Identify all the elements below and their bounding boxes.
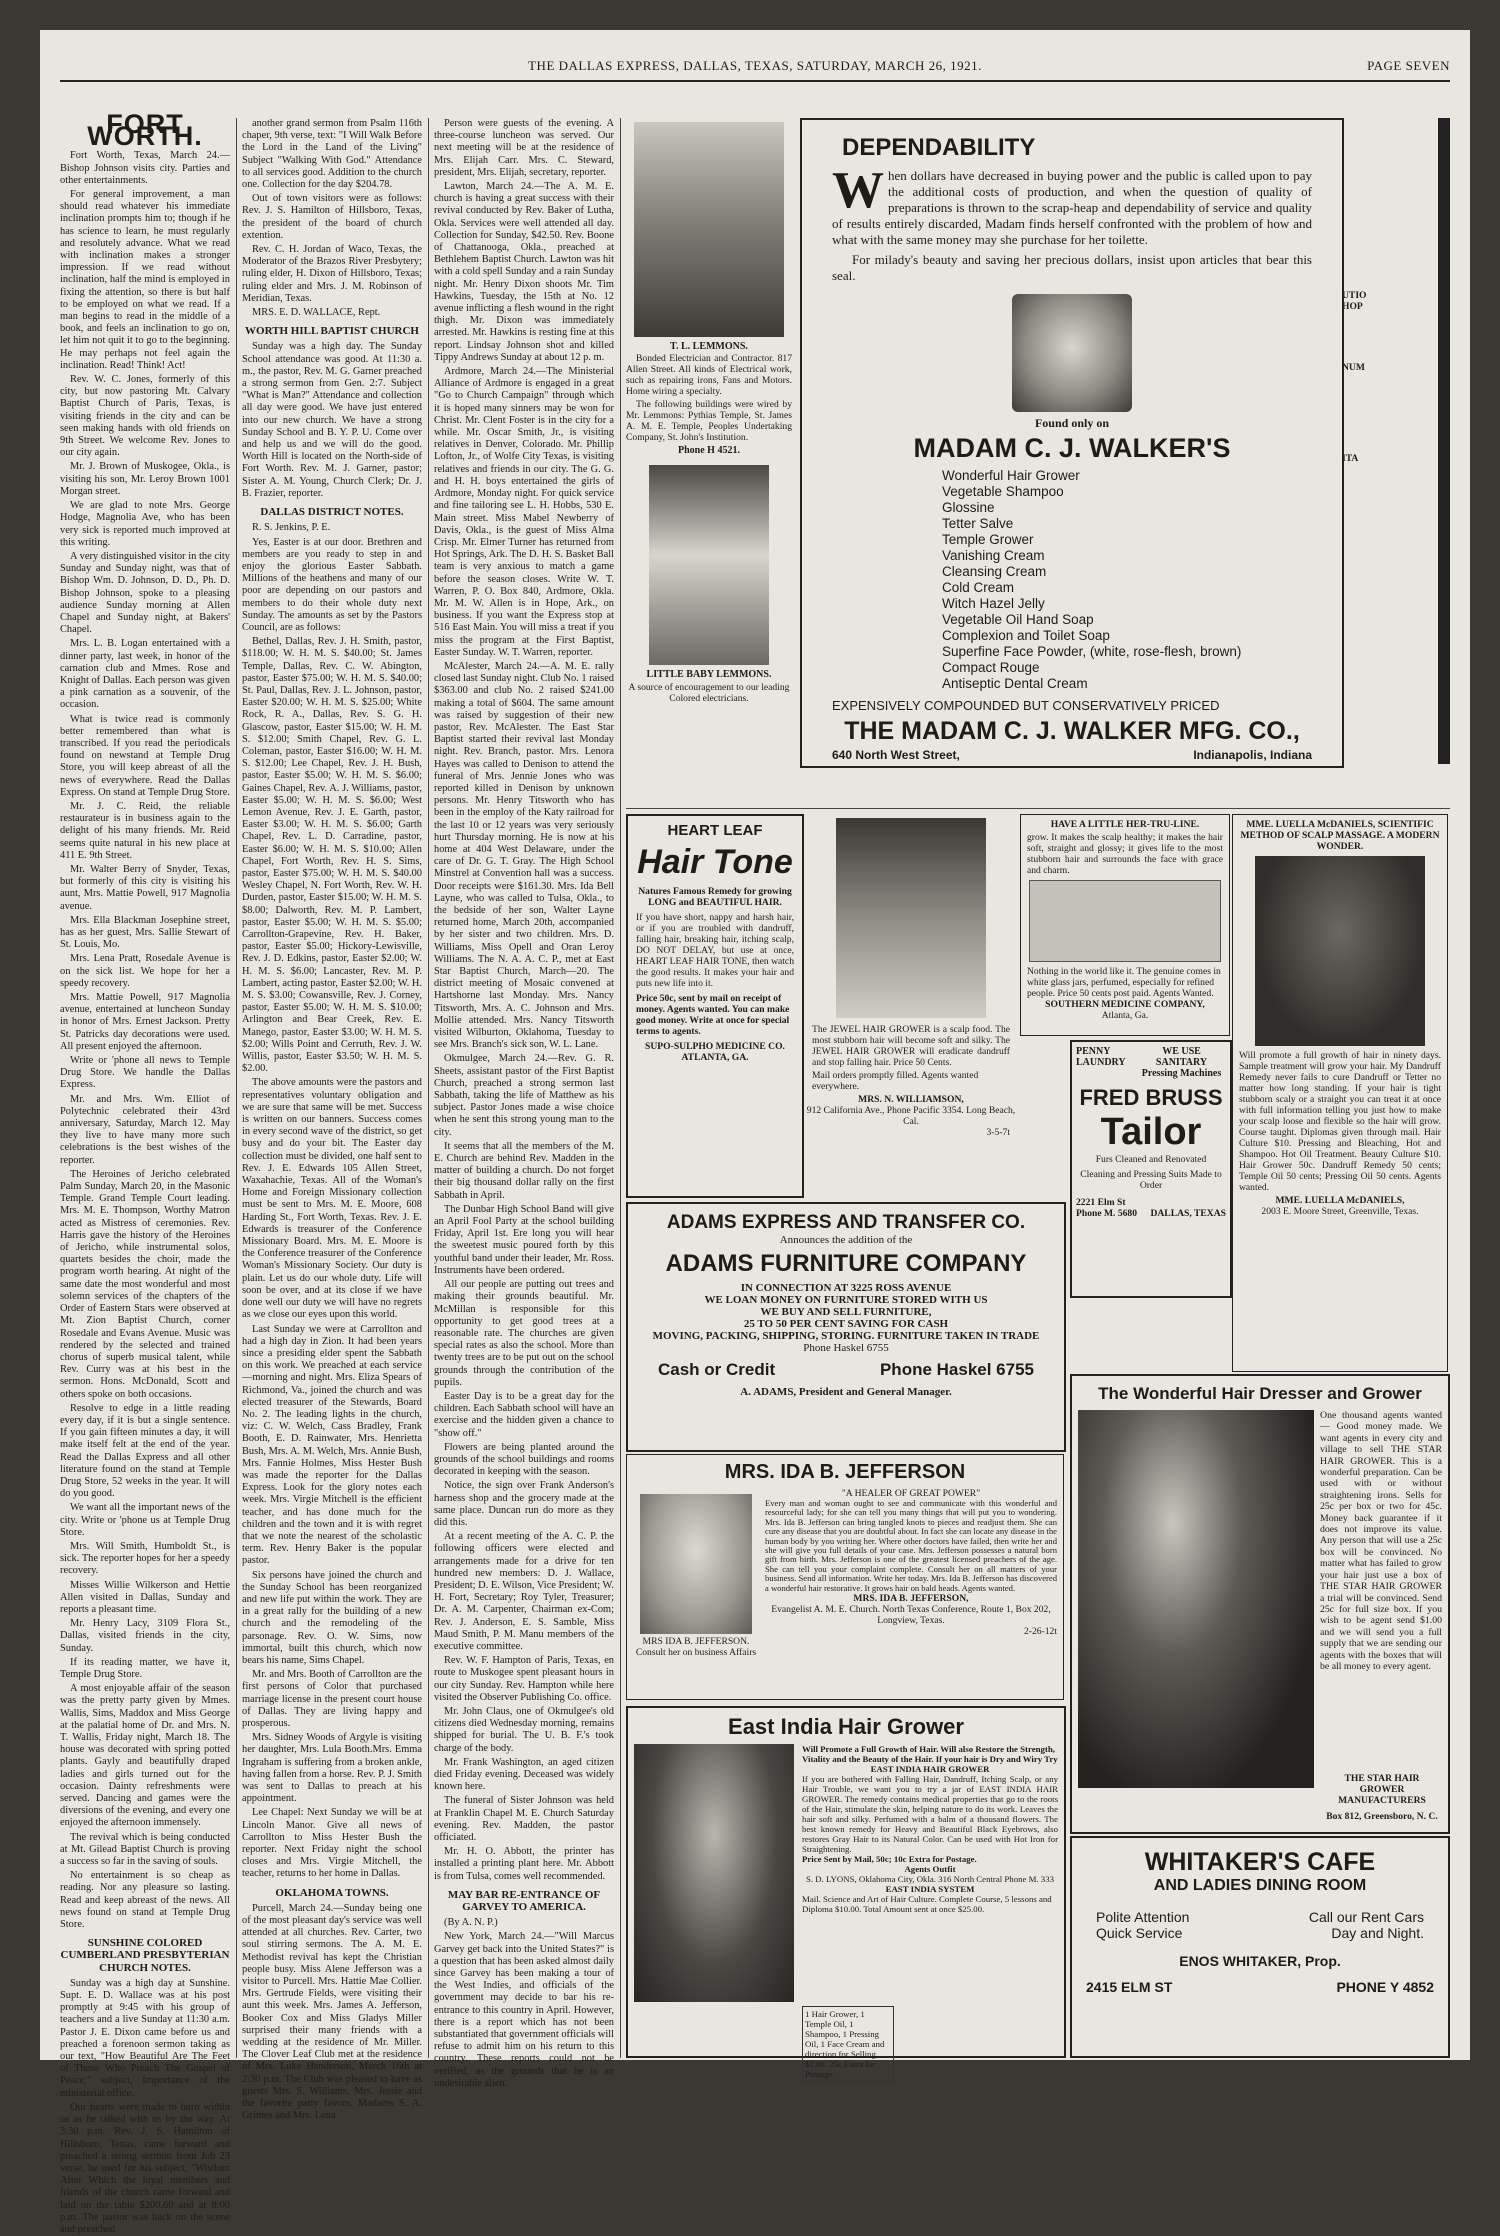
article-paragraph: Mr. H. O. Abbott, the printer has installed a printing plant here. Mr. Abbott is from Tulsa, comes well recommended. — [434, 1846, 614, 1882]
jewel-portrait — [836, 818, 986, 1018]
jewel-name: MRS. N. WILLIAMSON, — [858, 1094, 964, 1105]
article-paragraph: Mrs. Sidney Woods of Argyle is visiting her daughter, Mrs. Lula Booth.Mrs. Emma Ingraham is suffering from a broken ankle, having fallen from a horse. Rev. P. J. Smith was sent to Dallas to preach at his appointment. — [242, 1732, 422, 1805]
divider — [620, 118, 621, 2058]
mcdaniels-name: MME. LUELLA McDANIELS, — [1275, 1195, 1405, 1206]
product-item: Antiseptic Dental Cream — [942, 676, 1088, 691]
article-paragraph: All our people are putting out trees and making their grounds beautiful. Mr. McMillan is responsible for this opportunity to get good trees at a reasonable rate. The churches are given special rates as also the school. More than twenty trees are to be put out on the school grounds through the contribution of the pupils. — [434, 1279, 614, 1388]
article-paragraph: What is twice read is commonly better remembered than what is transcribed. If you read the periodicals found on newstand at Temple Drug Store, you will keep abreast of all the news of everywhere. Read the Dallas Express. On stand at Temple Drug Store. — [60, 713, 230, 798]
whitaker-phone: PHONE Y 4852 — [1336, 1979, 1434, 1995]
article-paragraph: Out of town visitors were as follows: Rev. J. S. Hamilton of Hillsboro, Texas, the president of the board of church extention. — [242, 193, 422, 241]
heart-leaf-top: HEART LEAF — [667, 822, 763, 839]
col2-paras2 — [242, 341, 422, 500]
sanitary: WE USE SANITARY Pressing Machines — [1141, 1046, 1222, 1079]
mcdaniels-portrait — [1255, 856, 1425, 1046]
baby-caption: LITTLE BABY LEMMONS. — [646, 669, 772, 681]
article-paragraph: No entertainment is so cheap as reading. Nor any pleasure so lasting. Read and keep abreast of the news. All news found on stand at Temple Drug Store. — [60, 1870, 230, 1931]
divider — [236, 118, 237, 2058]
penny-laundry: PENNY LAUNDRY — [1076, 1046, 1126, 1068]
walker-ad — [800, 118, 1344, 768]
southern-company: SOUTHERN MEDICINE COMPANY, — [1045, 999, 1205, 1010]
article-paragraph: The following buildings were wired by Mr. Lemmons: Pythias Temple, St. James A. M. E. Temple, Peoples Undertaking Company, St. John's Institution. — [626, 399, 792, 444]
jefferson-sign: MRS. IDA B. JEFFERSON, — [853, 1593, 969, 1605]
adams-moving: MOVING, PACKING, SHIPPING, STORING. FURNITURE TAKEN IN TRADE — [652, 1330, 1040, 1342]
east-india-portrait — [634, 1744, 794, 2002]
col1-paras — [60, 150, 230, 1931]
article-paragraph: Resolve to edge in a little reading every day, if it is but a single sentence. If you gain fifteen minutes a day, it will make itself felt at the end of the year. Read the Dallas Express and all other literature found on the stand at Temple Drug Store, 52 weeks in the year. It will do you good. — [60, 1402, 230, 1500]
southern-illustration — [1029, 880, 1221, 962]
southern-body: grow. It makes the scalp healthy; it makes the hair soft, straight and glossy; it gives life to the most stubborn hair and surrounds the face with grace and charm. — [1027, 832, 1223, 876]
article-paragraph: R. S. Jenkins, P. E. — [252, 522, 331, 534]
masthead — [60, 58, 1450, 76]
article-paragraph: Rev. W. F. Hampton of Paris, Texas, en route to Muskogee spent pleasant hours in our city Sunday. Rev. Hampton while here visited the Observer Publishing Co. office. — [434, 1655, 614, 1703]
article-paragraph: If its reading matter, we have it, Temple Drug Store. — [60, 1656, 230, 1680]
adams-ad — [626, 1202, 1066, 1452]
heart-leaf-ad — [626, 814, 804, 1198]
jewel-body: The JEWEL HAIR GROWER is a scalp food. The most stubborn hair will become soft and silky. The JEWEL HAIR GROWER will eradicate dandruff and stop falling hair. Price 50 Cents. — [812, 1024, 1010, 1068]
col3-paras — [434, 118, 614, 1883]
article-paragraph: Mrs. Will Smith, Humboldt St., is sick. The reporter hopes for her a speedy recovery. — [60, 1540, 230, 1577]
product-item: Superfine Face Powder, (white, rose-flesh, brown) — [942, 644, 1242, 659]
page-number: PAGE SEVEN — [1367, 58, 1450, 73]
whitaker-prop: ENOS WHITAKER, Prop. — [1179, 1953, 1341, 1969]
article-paragraph: Rev. C. H. Jordan of Waco, Texas, the Moderator of the Brazos River Presbytery; ruling elder, H. Dixon of Hillsboro, Texas; ruling elder and Mrs. J. M. Robinson of Meridian, Texas. — [242, 244, 422, 304]
lemmons-caption: T. L. LEMMONS. — [670, 341, 748, 352]
southern-caption: Nothing in the world like it. The genuine comes in white glass jars, perfumed, especially for refined people. Price 50 cents post paid. Agents Wanted. — [1027, 966, 1221, 999]
adams-manager: A. ADAMS, President and General Manager. — [740, 1386, 952, 1398]
newspaper-page — [40, 30, 1470, 2235]
article-paragraph: Mr. J. C. Reid, the reliable restaurateur is in business again to the delight of his many friends. Mr. Reid seems quite natural in his new place at 411 E. 9th Street. — [60, 800, 230, 861]
article-paragraph: Notice, the sign over Frank Anderson's harness shop and the grocery made at the same place. Duncan run do more as they did this. — [434, 1480, 614, 1528]
whitaker-addr: 2415 ELM ST — [1086, 1979, 1173, 1995]
article-paragraph: Mrs. Mattie Powell, 917 Magnolia avenue, entertained at luncheon Sunday in honor of Mrs. Ernest Jackson. Pretty St. Patricks day decorations were used. All present enjoyed the afternoon. — [60, 992, 230, 1052]
product-item: Complexion and Toilet Soap — [942, 628, 1110, 643]
product-item: Compact Rouge — [942, 660, 1040, 675]
mcdaniels-ad — [1232, 814, 1448, 1372]
article-paragraph: another grand sermon from Psalm 116th chaper, 9th verse, text: "I Will Walk Before the Lord in the Land of the Living" Subject "Walking With God." Attendance to all services good. Addition to the church one. Collection for the day $204.78. — [242, 118, 422, 191]
whitaker-title: WHITAKER'S CAFE — [1144, 1848, 1376, 1876]
heart-leaf-tagline: Natures Famous Remedy for growing LONG and BEAUTIFUL HAIR. — [638, 886, 792, 908]
heart-leaf-body: If you have short, nappy and harsh hair, or if you are troubled with dandruff, falling hair, breaking hair, itching scalp, DO NOT DELAY, but use at once, HEART LEAF HAIR TONE, then watch the good results. It makes your hair and puts new life into it. — [636, 912, 794, 989]
dependability-title: DEPENDABILITY — [842, 134, 1036, 161]
jefferson-subtitle: "A HEALER OF GREAT POWER" — [841, 1488, 981, 1499]
east-india-ad — [626, 1706, 1066, 2079]
adams-title: ADAMS EXPRESS AND TRANSFER CO. — [666, 1212, 1026, 1233]
walker-priced: EXPENSIVELY COMPOUNDED BUT CONSERVATIVELY PRICED — [832, 698, 1220, 713]
article-paragraph: Ardmore, March 24.—The Ministerial Alliance of Ardmore is engaged in a great "Go to Church Campaign" through which it is hoped many sinners may be won for Christ. Mr. Clent Foster is in the city for a while. Mr. Oscar Smith, Jr., is visiting relatives in Denver, Colorado. Mr. Phillip Lofton, Jr., of Wolfe City Texas, is visiting relatives and friends in our city. The G. G. and H. H. boys entertained the girls of Ardmore, Monday night. For quick service and fine tailoring see L. H. Hobbs, 530 E. Main street. Miss Mabel Newberry of Davis, Okla., is the guest of Miss Alma Crisp. Mr. Elmer Turner has returned from Hot Springs, Ark. The D. H. S. Basket Ball team is very anxious to match a game before the season closes. Write W. T. Warren, P. O. Box 840, Ardmore, Okla. Mr. M. W. Allen is in Hope, Ark., on business. If you want the Express stop at 516 East Main. You will miss a treat if you miss the program at the First Baptist, Easter Sunday. W. T. Warren, reporter. — [434, 366, 614, 658]
article-paragraph: Write or 'phone all news to Temple Drug Store. We handle the Dallas Express. — [60, 1055, 230, 1091]
article-paragraph: Our hearts were made to burn within us as he talked with us by the way. At 3:30 p.m. Rev. J. S. Hamilton of Hillsboro, Texas, came forward and preached a strong sermon from Job 23 verse, he used for his subject, "Wisdom After Which the loyal members and friends of the church came forward and laid on the table $200.60 and at 8:00 p.m. The pastor was back on the scene and preached — [60, 2101, 230, 2235]
product-item: Cold Cream — [942, 580, 1015, 595]
east-india-title: East India Hair Grower — [728, 1714, 964, 1739]
jefferson-caption: MRS IDA B. JEFFERSON. Consult her on business Affairs — [635, 1636, 757, 1658]
edge-text: ITA — [1342, 453, 1359, 464]
article-paragraph: We are glad to note Mrs. George Hodge, Magnolia Ave, who has been very sick is reported much improved at this writing. — [60, 500, 230, 548]
east-india-system: EAST INDIA SYSTEM — [885, 1884, 975, 1894]
col1-paras2 — [60, 1978, 230, 2236]
whitaker-cafe-ad — [1070, 1836, 1450, 2058]
jewel-ad — [806, 814, 1016, 1194]
column-oklahoma — [434, 118, 614, 2089]
article-paragraph: Mr. and Mrs. Booth of Carrollton are the first persons of Color that purchased marriage license in the present court house of Dallas. They are living happy and prosperous. — [242, 1669, 422, 1729]
article-paragraph: Rev. W. C. Jones, formerly of this city, but now pastoring Mt. Calvary Baptist Church of Paris, Texas, is visiting friends in the city and can be seen making hands with old friends on 9th Street. We welcome Rev. Jones to our city again. — [60, 374, 230, 459]
article-paragraph: Mr. John Claus, one of Okmulgee's old citizens died Wednesday morning, remains shipped for burial. The U. B. F.'s took charge of the body. — [434, 1706, 614, 1754]
walker-city: Indianapolis, Indiana — [1193, 748, 1312, 762]
whitaker-right: Call our Rent Cars Day and Night. — [1308, 1909, 1424, 1941]
jewel-addr: 912 California Ave., Phone Pacific 3354. Long Beach, Cal. — [806, 1105, 1016, 1127]
adams-loan: WE LOAN MONEY ON FURNITURE STORED WITH US — [704, 1294, 988, 1306]
edge-text: UTIO — [1342, 290, 1367, 301]
article-paragraph: The above amounts were the pastors and representatives voluntary obligation and we are sure that same will be met. Success is written on our banners. Success comes in every second wave of the district, so get busy and do your bit. The Easter day collection must be divided, one half sent to Rev. J. E. Edwards 105 Allen Street, Waxahachie, Texas. All of the Woman's Home and Foreign Missionary collection must be sent to Mrs. M. E. Moore, 608 Harding St., Fort Worth, Texas. Rev. J. E. Edwards is treasurer of the Conference Missionary Board. Mrs. M. E. Moore is the Conference treasurer of the Conference Woman's Missionary Society. Our duty is plain. Let us do our whole duty. Life will soon be over, and at its close if we have done well our duty we will have no regrets as we close our eyes upon this world. — [242, 1077, 422, 1321]
east-india-price: Price Sent by Mail, 50c; 10c Extra for Postage. — [802, 1854, 977, 1864]
article-paragraph: Sunday was a high day. The Sunday School attendance was good. At 11:30 a. m., the pastor, Rev. M. G. Garner preached a strong sermon from Gen. 2:7. Subject "What is Man?" Attendance and collection all day were good. We have just entered into our new church. We have a strong Sunday School and B. Y. P. U. Come over and help us and we will do the good. Worth Hill is located on the North-side of Fort Worth. Rev. M. J. Garner, pastor; Sister A. M. Young, Church Clerk; Dr. J. B. Frazier, reporter. — [242, 341, 422, 499]
oklahoma-towns-heading: OKLAHOMA TOWNS. — [275, 1886, 389, 1899]
jefferson-portrait — [640, 1494, 752, 1634]
article-paragraph: Okmulgee, March 24.—Rev. G. R. Sheets, assistant pastor of the First Baptist Church, preached a strong sermon last Sabbath, taking the life of Matthew as his subject. Pastor Jones made a wise choice when he sent this strong young man to the city. — [434, 1053, 614, 1138]
product-item: Glossine — [942, 500, 995, 515]
edge-text: NUM — [1342, 362, 1365, 373]
mcdaniels-head: MME. LUELLA McDANIELS, SCIENTIFIC METHOD OF SCALP MASSAGE. A MODERN WONDER. — [1240, 819, 1440, 852]
col2-paras — [242, 118, 422, 319]
article-paragraph: Mr. Walter Berry of Snyder, Texas, but formerly of this city is visiting his aunt, Mrs. Mattie Powell, 917 Magnolia avenue. — [60, 863, 230, 912]
east-india-outfit: 1 Hair Grower, 1 Temple Oil, 1 Shampoo, 1 Pressing Oil, 1 Face Cream and direction for Selling. $2.00. 25c Extra for Postage. — [802, 2006, 894, 2082]
divider — [428, 118, 429, 2058]
baby-sub: A source of encouragement to our leading Colored electricians. — [628, 681, 790, 704]
walker-products — [942, 468, 1342, 692]
bruss-addr: 2221 Elm St — [1076, 1197, 1126, 1208]
adams-connection: IN CONNECTION AT 3225 ROSS AVENUE — [740, 1282, 952, 1294]
article-paragraph: New York, March 24.—"Will Marcus Garvey get back into the United States?" is a question that has been asked almost daily since Garvey has been making a tour of the West Indies, and officials of the government may decide to bar his re-entrance to this country in April. However, there is a report which has not been substantiated that government officials will refuse to admit him on his return to this country. These reports could not be verified, as the grounds that he is an undesirable alien. — [434, 1931, 614, 2089]
adams-cash: Cash or Credit — [658, 1360, 776, 1379]
article-paragraph: It seems that all the members of the M. E. Church are behind Rev. Madden in the matter of building a church. Do not forget their big thousand dollar rally on the first Sabbath in April. — [434, 1140, 614, 1201]
bruss-cleaning: Cleaning and Pressing Suits Made to Order — [1080, 1169, 1222, 1191]
article-paragraph: Lee Chapel: Next Sunday we will be at Lincoln Manor. Give all news of Carrollton to Miss Hester Bush the reporter. Next Friday night the school closes and Mrs. Virgie Mitchell, the teacher, returns to her home in Dallas. — [242, 1807, 422, 1880]
bruss-furs: Furs Cleaned and Renovated — [1095, 1154, 1207, 1165]
masthead-title: THE DALLAS EXPRESS, DALLAS, TEXAS, SATURDAY, MARCH 26, 1921. — [528, 58, 982, 73]
product-item: Vegetable Shampoo — [942, 484, 1064, 499]
article-paragraph: Mrs. Ella Blackman Josephine street, has as her guest, Mrs. Sallie Stewart of St. Louis, Mo. — [60, 914, 230, 951]
adams-phone-small: Phone Haskel 6755 — [803, 1342, 889, 1354]
whitaker-sub: AND LADIES DINING ROOM — [1153, 1877, 1367, 1894]
col2-paras3 — [242, 522, 422, 1880]
east-india-agents: Agents Outfit — [904, 1864, 956, 1874]
baby-photo — [649, 465, 769, 665]
article-paragraph: Lawton, March 24.—The A. M. E. church is having a great success with their revival conducted by Rev. Baker of Lutha, Okla. Services were well attended all day. Collection for Sunday, $42.50. Rev. Boone of Chattanooga, Okla., preached at Bethlehem Baptist Church. Lawton was hit with a cold spell Sunday and a rain Sunday night. Mr. Henry Dixon shoots Mr. Tim Hawkins, Tuesday, the 15th at No. 12 avenue inflicting a flesh wound in the right thigh. Mr. Dixon was immediately arrested. Mr. Hawkins is resting fine at this report. Lindsay Johnson shot and killed Tippy Andrews Sunday at about 12 p. m. — [434, 181, 614, 363]
article-paragraph: Flowers are being planted around the grounds of the school buildings and rooms decorated in keeping with the season. — [434, 1441, 614, 1478]
bruss-phone: Phone M. 5680 — [1076, 1208, 1138, 1219]
article-paragraph: MRS. E. D. WALLACE, Rept. — [252, 307, 381, 319]
product-item: Vegetable Oil Hand Soap — [942, 612, 1094, 627]
article-paragraph: At a recent meeting of the A. C. P. the following officers were elected and arrangements made for a drive for ten hundred new members: D. J. Wallace, President; D. E. Wilson, Vice President; W. H. Fort, Secretary; Roy Tyler, Treasurer; Dr. A. M. Carpenter, Chairman ex-Com; Rev. J. Anderson, E. S. Samble, Miss Maud Smith, P. M. Manu members of the executive committee. — [434, 1531, 614, 1652]
article-paragraph: Bethel, Dallas, Rev. J. H. Smith, pastor, $118.00; W. H. M. S. $40.00; St. James Temple, Dallas, Rev. C. W. Abington, pastor, Easter $75.00; W. H. M. S. $40.00; St. Paul, Dallas, Rev. J. L. Johnson, pastor, Easter $20.00; W. H. M. S. $25.00; White Rock, R. A., Dallas, Rev. S. G. H. Glascow, pastor, Easter $15.00; W. H. M. S. $12.00; Smith Chapel, Rev. G. L. Coleman, pastor, Easter $16.00; W. H. M. S. $12.00; Lee Chapel, Rev. J. H. Bush, pastor, Easter $5.00; W. H. M. S. $6.00; Gaines Chapel, Rev. A. J. Williams, pastor, Easter $5.00; W. H. M. S. $6.00; West Lemon Avenue, Rev. J. E. Garth, pastor, Easter $3.00; W. H. M. S. $6.00; Garth Chapel, Rev. L. D. Carradine, pastor, Easter $6.00; W. H. M. S. $10.00; Allen Chapel, Fort Worth, Rev. H. S. Sims, pastor, Easter $75.00; W. H. M. S. $40.00 Wesley Chapel, N. Fort Worth, Rev. W. H. Durden, pastor, Easter $15.00; W. H. M. S. $8.00; Dalworth, Rev. M. P. Lambert, pastor, Easter $5.00; W. H. M. S. $5.00; Carrollton-Grapevine, Rev. H. Baker, pastor, Easter $5.00; Hickory-Lewisville, Rev. J. D. Edkins, pastor, Easter $2.00; W. H. M. S. $6.00; Lancaster, Rev. M. P. Lambert, acting pastor, Easter $2.00; W. H. M. S. $3.00; Cowansville, Rev. J. Corney, pastor, Easter $5.00; W. H. M. S. $10.00; Arlington and Bear Creek, Rev. E. Manego, pastor, Easter $3.00; W. H. M. S. $2.00; Wills Point and Cerruth, Rev. J. W. Willis, pastor, Easter $3.50; W. H. M. S. $2.00. — [242, 636, 422, 1075]
article-paragraph: Fort Worth, Texas, March 24.— Bishop Johnson visits city. Parties and other entertainments. — [60, 150, 230, 186]
adams-name: ADAMS FURNITURE COMPANY — [665, 1250, 1027, 1277]
jewel-code: 3-5-7t — [986, 1127, 1010, 1138]
wonderful-title: The Wonderful Hair Dresser and Grower — [1098, 1384, 1422, 1403]
article-paragraph: A very distinguished visitor in the city Sunday and Sunday night, was that of Bishop Wm. D. Johnson, D. D., Ph. D. Bishop Johnson, spoke to a pleasing audience Sunday morning at Allen Chapel and Sunday night, at Bakers' Chapel. — [60, 550, 230, 636]
article-paragraph: For general improvement, a man should read whatever his immediate inclination prompts him to; though if he has science to learn, he must regularly and resolutely advance. What we read with inclination makes a stronger impression. If we read without inclination, half the mind is employed in fixing the attention, so there is but half to be employed on what we read. If a man begins to read in the middle of a book, and feels an inclination to go on, let him not quit it to go to the beginning. He may perhaps not feel again the inclination. Read! Think! Act! — [60, 189, 230, 371]
article-paragraph: Six persons have joined the church and the Sunday School has been reorganized and new life put within the work. They are in a great rally for the building of a new church and the remodeling of the parsonage. Rev. O. W. Sims, now immortal, built this church, which now bears his name, Sims Chapel. — [242, 1569, 422, 1666]
wonderful-company: THE STAR HAIR GROWER MANUFACTURERS — [1338, 1773, 1426, 1806]
portrait-photo — [634, 122, 784, 337]
adams-phone: Phone Haskel 6755 — [879, 1360, 1034, 1379]
article-paragraph: Sunday was a high day at Sunshine. Supt. E. D. Wallace was at his post promptly at 9:45 with his group of teachers and a live Sunday at 11:30 a.m. Pastor J. E. Dixon came before us and preached a forenoon sermon taking as our text, "How Beautiful Are The Feet of Those Who Preach The Gospel of Peace," subject, Importance of the ministerial office. — [60, 1977, 230, 2099]
article-paragraph: Mr. Henry Lacy, 3109 Flora St., Dallas, visited friends in the city, Sunday. — [60, 1618, 230, 1654]
col2-paras4 — [242, 1903, 422, 2123]
dallas-district-heading: DALLAS DISTRICT NOTES. — [260, 506, 404, 519]
product-item: Temple Grower — [942, 532, 1034, 547]
heart-leaf-city: ATLANTA, GA. — [681, 1052, 749, 1063]
wonderful-hair-ad — [1070, 1374, 1450, 1834]
article-paragraph: Easter Day is to be a great day for the children. Each Sabbath school will have an exercise and the hidden given a chance to "show off." — [434, 1390, 614, 1439]
lemmons-paras — [626, 353, 792, 443]
bruss-tailor: Tailor — [1100, 1111, 1202, 1153]
jewel-mail: Mail orders promptly filled. Agents wanted everywhere. — [812, 1070, 979, 1092]
adams-buy: WE BUY AND SELL FURNITURE, — [760, 1306, 932, 1318]
jefferson-title: MRS. IDA B. JEFFERSON — [724, 1461, 966, 1483]
bruss-city: DALLAS, TEXAS — [1150, 1208, 1226, 1219]
wonderful-portrait — [1078, 1410, 1314, 1788]
article-paragraph: The Dunbar High School Band will give an April Fool Party at the school building Friday, April 1st. Ere long you will hear the sweetest music poured forth by this youthful band under their leader, Mr. Ross. Instruments have been ordered. — [434, 1203, 614, 1276]
column-church-notes — [242, 118, 422, 2122]
article-paragraph: The funeral of Sister Johnson was held at Franklin Chapel M. E. Church Saturday evening. Rev. Madden, the pastor officiated. — [434, 1795, 614, 1844]
hair-tone-brand: Hair Tone — [637, 843, 793, 881]
whitaker-left: Polite Attention Quick Service — [1096, 1909, 1190, 1941]
drop-cap: W — [832, 162, 884, 219]
product-item: Tetter Salve — [942, 516, 1014, 531]
edge-fragments — [1342, 118, 1450, 764]
adams-announces: Announces the addition of the — [779, 1234, 913, 1246]
article-paragraph: Bonded Electrician and Contractor. 817 Allen Street. All kinds of Electrical work, such as repairing irons, Fans and Motors. Home wiring a specialty. — [626, 353, 792, 398]
walker-company: THE MADAM C. J. WALKER MFG. CO., — [844, 717, 1300, 745]
east-india-name: EAST INDIA HAIR GROWER — [870, 1764, 990, 1774]
col3-paras2 — [434, 1917, 614, 2090]
jefferson-code: 2-26-12t — [1023, 1626, 1057, 1638]
heart-leaf-company: SUPO-SULPHO MEDICINE CO. — [645, 1041, 785, 1052]
article-paragraph: Mr. J. Brown of Muskogee, Okla., is visiting his son, Mr. Leroy Brown 1001 Morgan street. — [60, 461, 230, 497]
walker-portrait — [1012, 294, 1132, 412]
masthead-rule — [60, 80, 1450, 82]
walker-address: 640 North West Street, — [832, 748, 960, 762]
article-paragraph: McAlester, March 24.—A. M. E. rally closed last Sunday night. Club No. 1 raised $363.00 and club No. 2 raised $241.00 making a total of $604. The same amount was raised by suggestion of their new pastor, Rev. McAlester. The East Star Baptist started their revival last Monday night. Rev. Branch, pastor. Mrs. Lenora Hayes was called to Denison to attend the funeral of Mrs. Jennie Jones who was reported killed in Denison by unknown persons. Mr. Henry Titsworth who has been in the employ of the Katy railroad for the last 10 or 12 years was very seriously hurt Thursday morning. He is now at his home at 404 West Delaware, under the care of Dr. G. T. Gray. The High School Minstrel at Convention hall was a success. Door receipts were $161.30. Mrs. Ida Bell Layne, who was called to Tulsa, Okla., to the bedside of her son, Walter Layne returned home, March 20th, accompanied by her sister and two children. Mrs. D. Williams, Miss Opell and Oran Leroy Williams. The N. A. A. C. P., met at East Star Baptist Church, March—20. The district meeting of Mosaic convened at Hartshorne last Monday. Mrs. Nancy Titsworth, Mrs. A. C. Johnson and Mrs. Mollie attended. Mrs. Nancy Titsworth visited Wilburton, Oklahoma, Tuesday to see Mrs. Branch's sick son, W. L. Lane. — [434, 660, 614, 1051]
column-fort-worth — [60, 109, 230, 2235]
article-paragraph: Misses Willie Wilkerson and Hettie Allen visited in Dallas, Sunday and reports a pleasant time. — [60, 1579, 230, 1615]
divider — [626, 808, 1450, 809]
article-paragraph: The Heroines of Jericho celebrated Palm Sunday, March 20, in the Masonic Temple. Grand Temple Court leading. Mrs. M. E. Thompson, Worthy Matron acted as Mistress of ceremonies. Rev. Harris gave the history of the Heroines of Jericho, while instrumental solos, quartets besides the choir, made the program worth hearing. At night of the same date the most wonderful and most solemn services of the chapters of the Order of Eastern Stars were observed at Mt. Zion Baptist Church, corner Rosedale and Evans Avenue. Music was rendered by the selected and trained chorus of superb musical talent, while Rev. Curry was at his best in the sermon. Hons. McDonald, Scott and others spoke on both occasions. — [60, 1168, 230, 1400]
dependability-body2: For milady's beauty and saving her precious dollars, insist upon articles that bear this seal. — [832, 252, 1312, 283]
article-paragraph: A most enjoyable affair of the season was the pretty party given by Mmes. Wallis, Sims, Maddox and Miss George at the palatial home of Dr. and Mrs. N. T. Wallis, Friday night, March 18. The house was decorated with spring potted plants. Gayly and beautifully draped ladies and girls turned out for the occasion. Dainty refreshments were served. Dancing and games were the diversions of the evening, and every one enjoyed the afternoon immensely. — [60, 1683, 230, 1829]
found-only: Found only on — [1034, 416, 1110, 430]
fort-worth-heading: FORT WORTH. — [87, 109, 203, 152]
walker-brand: MADAM C. J. WALKER'S — [913, 433, 1231, 463]
east-india-body: Will Promote a Full Growth of Hair. Will also Restore the Strength, Vitality and the Beauty of the Hair. If your hair is Dry and Wiry Try — [802, 1744, 1058, 1764]
article-paragraph: The revival which is being conducted at Mt. Gilead Baptist Church is proving a success so far in the saving of souls. — [60, 1831, 230, 1868]
article-paragraph: Mr. Frank Washington, an aged citizen died Friday evening. Deceased was widely known here. — [434, 1756, 614, 1793]
article-paragraph: Person were guests of the evening. A three-course luncheon was served. Our next meeting will be at the residence of Mrs. Elijah Carr. Mrs. C. Steward, president, Mrs. Elijah, secretary, reporter. — [434, 118, 614, 178]
wonderful-body: One thousand agents wanted — Good money made. We want agents in every city and village to sell THE STAR HAIR GROWER. This is a wonderful preparation. Can be used with or without straightening irons. Sells for 25c per box or two for 45c. Money back guarantee if it does not improve its value. Any person that will use a 25c box will be convinced. No matter what has failed to grow your hair just use a box of THE STAR HAIR GROWER a trial will be convinced. Send 25c for full size box. If you wish to be agent send $1.00 and we will send you a full supply that we are sending our agents with the boxes that will be all money to every agent. — [1320, 1410, 1442, 1672]
article-paragraph: Yes, Easter is at our door. Brethren and members are you ready to step in and enjoy the glorious Easter Sabbath. Millions of the heathens and many of our poor are depending on our pastors and members to do their whole duty next Sunday. The amounts as set by the Pastors Council, are as follows: — [242, 536, 422, 633]
article-paragraph: Mrs. L. B. Logan entertained with a dinner party, last week, in honor of the carnation club and Mmes. Rose and Knight of Dallas. Each person was given a pink carnation as a souvenir, of the occasion. — [60, 638, 230, 711]
worth-hill-heading: WORTH HILL BAPTIST CHURCH — [245, 325, 419, 338]
bruss-name: FRED BRUSS — [1079, 1085, 1223, 1110]
article-paragraph: Mrs. Lena Pratt, Rosedale Avenue is on the sick list. We hope for her a speedy recovery. — [60, 953, 230, 989]
dependability-body: hen dollars have decreased in buying power and the public is called upon to pay the additional costs of production, and when the question of quality of preparations is thrown to the scrap-heap and dependability of service and quality of results entirely discarded, Madam finds herself confronted with the problem of how and what with the same money may she purchase for her toilette. — [832, 168, 1312, 247]
product-item: Vanishing Cream — [942, 548, 1045, 563]
product-item: Wonderful Hair Grower — [942, 468, 1080, 483]
jefferson-sign2: Evangelist A. M. E. Church. North Texas Conference, Route 1, Box 202, Longview, Texas. — [771, 1604, 1051, 1627]
east-india-sign: S. D. LYONS, Oklahoma City, Okla. 316 North Central Phone M. 333 — [805, 1874, 1055, 1884]
article-paragraph: Purcell, March 24.—Sunday being one of the most pleasant day's service was well attended at all churches. Rev. Carter, two soul stirring sermons. The A. M. E. Methodist revival has kept the Christian people busy. Miss Alene Jefferson was a visitor to Purcell. Mrs. Hattie Mae Collier. Mrs. Gertrude Fields, were visiting their aunt this week. Mrs. James A. Jefferson, Booker Cox and Miss Gladys Miller surprised their many friends with a wedding at the residence of Mr. Miller. The Clover Leaf Club met at the residence of Mrs. Luke Henderson, March 16th at 2:30 p.m. The Club was pleased to have as guests Mrs. S. Williams, Mrs. Jessie and the favorite party favors. Madams S. A. Grimes and Mrs. Lena — [242, 1902, 422, 2122]
edge-text: HOP — [1342, 301, 1363, 312]
adams-discount: 25 TO 50 PER CENT SAVING FOR CASH — [743, 1318, 949, 1330]
lemmons-phone: Phone H 4521. — [678, 445, 740, 457]
east-india-taught: Mail. Science and Art of Hair Culture. Complete Course, 5 lessons and Diploma $10.00. Total Amount sent at once $25.00. — [802, 1894, 1052, 1914]
heart-leaf-price: Price 50c, sent by mail on receipt of money. Agents wanted. You can make good money. Write at once for special terms to agents. — [636, 993, 790, 1037]
east-india-body2: If you are bothered with Falling Hair, Dandruff, Itching Scalp, or any Hair Trouble, we want you to try a jar of EAST INDIA HAIR GROWER. The remedy contains medical properties that go to the roots of the Hair, stimulate the skin, helping nature to do its work. Leaves the hair soft and silky. Perfumed with a balm of a thousand flowers. The best known remedy for Heavy and Beautiful Black Eyebrows, also restores Gray Hair to its Natural Color. Can be used with Hot Iron for Straightening. — [802, 1774, 1058, 1854]
southern-head: HAVE A LITTLE HER-TRU-LINE. — [1050, 819, 1200, 830]
fred-bruss-ad — [1070, 1040, 1232, 1298]
wonderful-addr: Box 812, Greensboro, N. C. — [1326, 1811, 1438, 1822]
southern-city: Atlanta, Ga. — [1101, 1010, 1149, 1021]
garvey-heading: MAY BAR RE-ENTRANCE OF GARVEY TO AMERICA. — [447, 1888, 601, 1914]
product-item: Cleansing Cream — [942, 564, 1047, 579]
article-paragraph: (By A. N. P.) — [444, 1917, 498, 1929]
jefferson-ad — [626, 1454, 1064, 1700]
article-paragraph: Mr. and Mrs. Wm. Elliot of Polytechnic celebrated their 43rd anniversary, Saturday, March 12. May they live to have many more such celebrations is the best wishes of the reporter. — [60, 1093, 230, 1166]
mcdaniels-body: Will promote a full growth of hair in ninety days. Sample treatment will grow your hair. My Dandruff Remedy never fails to cure Dandruff or Tetter no matter how long standing. If your hair is tight stubborn scaly or a straight you can treat it at once with full information telling you just how to make your scalp loose and flexible so the hair will grow. Course taught. Diplomas given through mail. Hair Culture $10. Pressing and Bleaching, Hot and Shampoo. Hot Oil Treatment. Beauty Culture $10. Hair Grower 50c. Dandruff Remedy 50 cents; Temple Oil 50 cents; Pressing Oil 50 cents. Agents wanted. — [1239, 1050, 1441, 1193]
lemmons-block — [626, 118, 792, 808]
sunshine-heading: SUNSHINE COLORED CUMBERLAND PRESBYTERIAN CHURCH NOTES. — [60, 1937, 230, 1974]
mcdaniels-addr: 2003 E. Moore Street, Greenville, Texas. — [1261, 1206, 1419, 1217]
product-item: Witch Hazel Jelly — [942, 596, 1045, 611]
southern-medicine-ad — [1020, 814, 1230, 1036]
article-paragraph: We want all the important news of the city. Write or 'phone us at Temple Drug Store. — [60, 1502, 230, 1538]
jefferson-body: Every man and woman ought to see and communicate with this wonderful and resourceful lady; for she can tell you many things that will put you to wondering. Mrs. Ida B. Jefferson can bring tangled knots to pieces and readjust them. She can cure any disease that you are doubtful about. In fact she can locate any disease in the human body by you writing her. Where other doctors have failed, then write her and she will give you full details of your case. Mrs. Jefferson possesses a natural born gift from birth. Mrs. Jefferson is one of the greatest licensed preachers of the age. She can tell you your complaint complete. Consult her on all matters of your business. Send all information. Write her today. Mrs. Ida B. Jefferson has discovered a wonderful hair restorative. It grows hair on bald heads. Agents wanted. — [765, 1498, 1057, 1593]
article-paragraph: Last Sunday we were at Carrollton and had a high day in Zion. It had been years since a presiding elder spent the Sabbath on this work. We preached at each service—morning and night. Mrs. Eliza Spears of Richmond, Va., joined the church and was elected treasurer of the Stewards, Board No. 2. The leading lights in the church, viz: C. W. Welch, Cass Bradley, Frank Booth, E. D. Rainwater, Mrs. Henrietta Bush, Mrs. A. M. Welch, Mrs. Annie Bush, Mrs. Fannie Holmes, Miss Hester Bush was made the reporter for the Dallas Express. Look for the glory notes each week. Mrs. Virgie Mitchell is the efficient teacher, and has done much for the children and the town and it is with regret that we note the nearest of the scholastic term. Rev. Henry Baker is the popular pastor. — [242, 1323, 422, 1567]
